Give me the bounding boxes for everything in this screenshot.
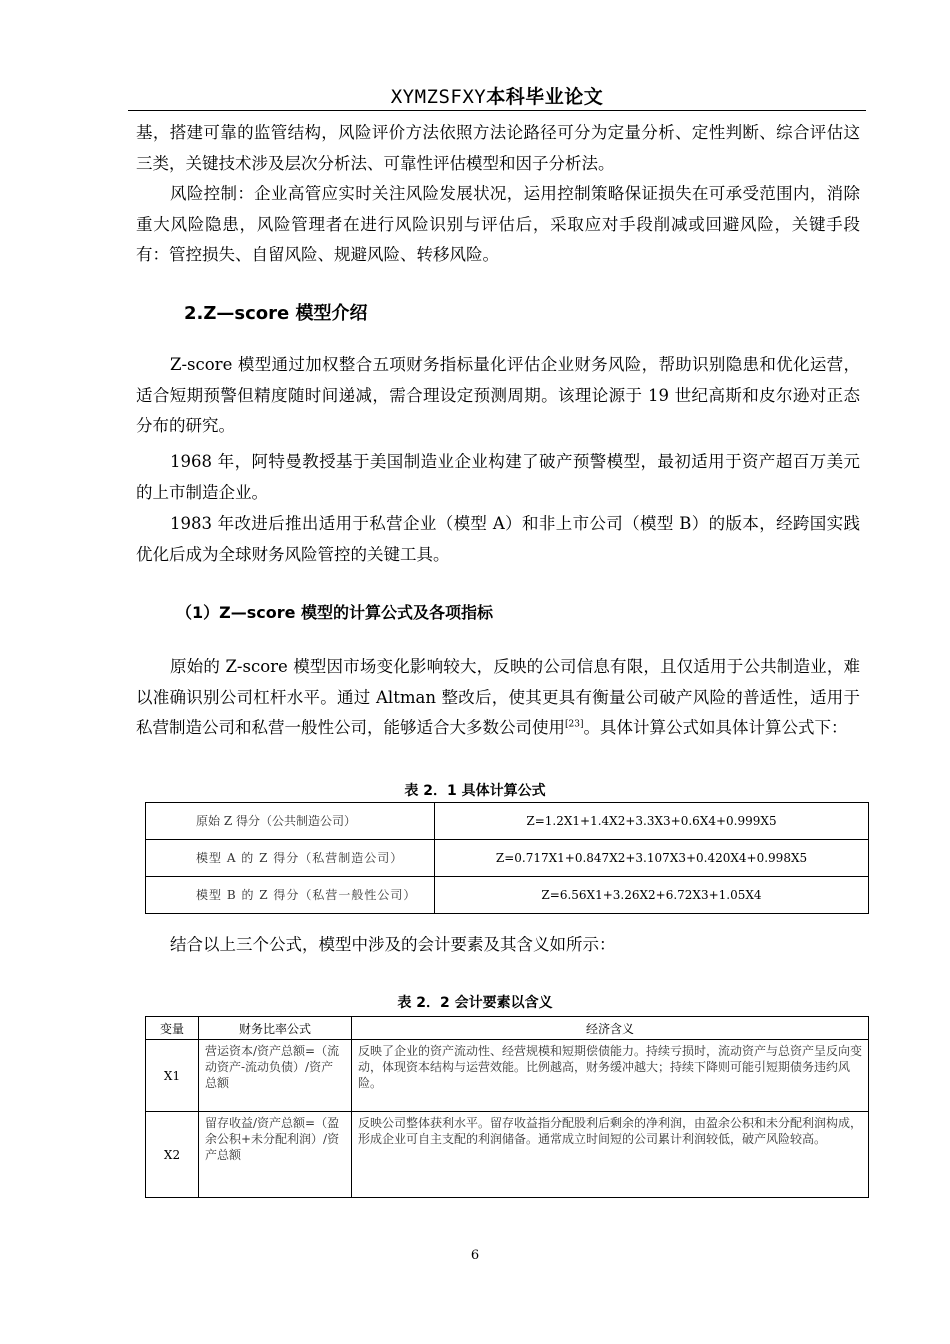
table-cell-formula: 留存收益/资产总额=（盈余公积+未分配利润）/资产总额 bbox=[199, 1112, 352, 1198]
paragraph-1968: 1968 年，阿特曼教授基于美国制造业企业构建了破产预警模型，最初适用于资产超百万美元的上市制造企业。 bbox=[136, 452, 860, 502]
section-heading: 2.Z—score 模型介绍 bbox=[184, 303, 368, 324]
table2-caption: 表 2．2 会计要素以含义 bbox=[397, 995, 553, 1011]
table-cell-formula: 营运资本/资产总额=（流动资产-流动负债）/资产总额 bbox=[199, 1040, 352, 1112]
table-cell-meaning: 反映公司整体获利水平。留存收益指分配股利后剩余的净利润，由盈余公积和未分配利润构成，形成企业可自主支配的利润储备。通常成立时间短的公司累计利润较低，破产风险较高。 bbox=[352, 1112, 869, 1198]
table-cell-formula: Z=0.717X1+0.847X2+3.107X3+0.420X4+0.998X5 bbox=[435, 840, 869, 877]
page-number: 6 bbox=[470, 1248, 480, 1263]
table-cell-formula: Z=6.56X1+3.26X2+6.72X3+1.05X4 bbox=[435, 877, 869, 914]
table-row bbox=[146, 1112, 869, 1198]
paragraph-altman-tail: 。具体计算公式如具体计算公式下： bbox=[583, 718, 848, 737]
table-cell-variable: X1 bbox=[146, 1040, 199, 1112]
table-cell-variable: X2 bbox=[146, 1112, 199, 1198]
table-cell-formula: Z=1.2X1+1.4X2+3.3X3+0.6X4+0.999X5 bbox=[435, 803, 869, 840]
table1-caption: 表 2．1 具体计算公式 bbox=[404, 783, 546, 799]
header-divider bbox=[128, 110, 866, 111]
table-row bbox=[146, 1040, 869, 1112]
table-cell-label: 原始 Z 得分（公共制造公司） bbox=[146, 803, 435, 840]
table-cell-label: 模型 A 的 Z 得分（私营制造公司） bbox=[146, 840, 435, 877]
paragraph-zscore-intro: Z-score 模型通过加权整合五项财务指标量化评估企业财务风险，帮助识别隐患和优化运营，适合短期预警但精度随时间递减，需合理设定预测周期。该理论源于 19 世纪高斯和皮尔逊对正态分布的研究。 bbox=[136, 355, 860, 435]
column-header-formula: 财务比率公式 bbox=[199, 1017, 352, 1040]
table-row bbox=[146, 840, 869, 877]
table-cell-meaning: 反映了企业的资产流动性、经营规模和短期偿债能力。持续亏损时，流动资产与总资产呈反向变动，体现资本结构与运营效能。比例越高，财务缓冲越大；持续下降则可能引短期债务违约风险。 bbox=[352, 1040, 869, 1112]
column-header-meaning: 经济含义 bbox=[352, 1017, 869, 1040]
table-row bbox=[146, 877, 869, 914]
paragraph-risk-control: 风险控制：企业高管应实时关注风险发展状况，运用控制策略保证损失在可承受范围内，消除重大风险隐患，风险管理者在进行风险识别与评估后，采取应对手段削减或回避风险，关键手段有：管控损失、自留风险、规避风险、转移风险。 bbox=[136, 184, 860, 264]
header-title: 本科毕业论文 bbox=[486, 86, 604, 108]
accounting-elements-table bbox=[145, 1016, 869, 1198]
page-header bbox=[128, 82, 866, 109]
paragraph-altman-body: 原始的 Z-score 模型因市场变化影响较大，反映的公司信息有限，且仅适用于公共制造业，难以准确识别公司杠杆水平。通过 Altman 整改后，使其更具有衡量公司破产风险的普适性，适用于私营制造公司和私营一般性公司，能够适合大多数公司使用 bbox=[136, 657, 860, 737]
table-header-row bbox=[146, 1017, 869, 1040]
subsection-heading: （1）Z—score 模型的计算公式及各项指标 bbox=[176, 603, 494, 622]
citation: [23] bbox=[565, 719, 584, 730]
header-code: XYMZSFXY bbox=[390, 86, 487, 108]
table-row bbox=[146, 803, 869, 840]
paragraph-continuation: 基，搭建可靠的监管结构，风险评价方法依照方法论路径可分为定量分析、定性判断、综合评估这三类，关键技术涉及层次分析法、可靠性评估模型和因子分析法。 bbox=[136, 123, 860, 173]
formula-table bbox=[145, 802, 869, 914]
column-header-variable: 变量 bbox=[146, 1017, 199, 1040]
paragraph-table-intro: 结合以上三个公式，模型中涉及的会计要素及其含义如所示： bbox=[170, 935, 616, 954]
table-cell-label: 模型 B 的 Z 得分（私营一般性公司） bbox=[146, 877, 435, 914]
paragraph-altman bbox=[136, 652, 860, 744]
paragraph-1983: 1983 年改进后推出适用于私营企业（模型 A）和非上市公司（模型 B）的版本，经跨国实践优化后成为全球财务风险管控的关键工具。 bbox=[136, 514, 860, 564]
